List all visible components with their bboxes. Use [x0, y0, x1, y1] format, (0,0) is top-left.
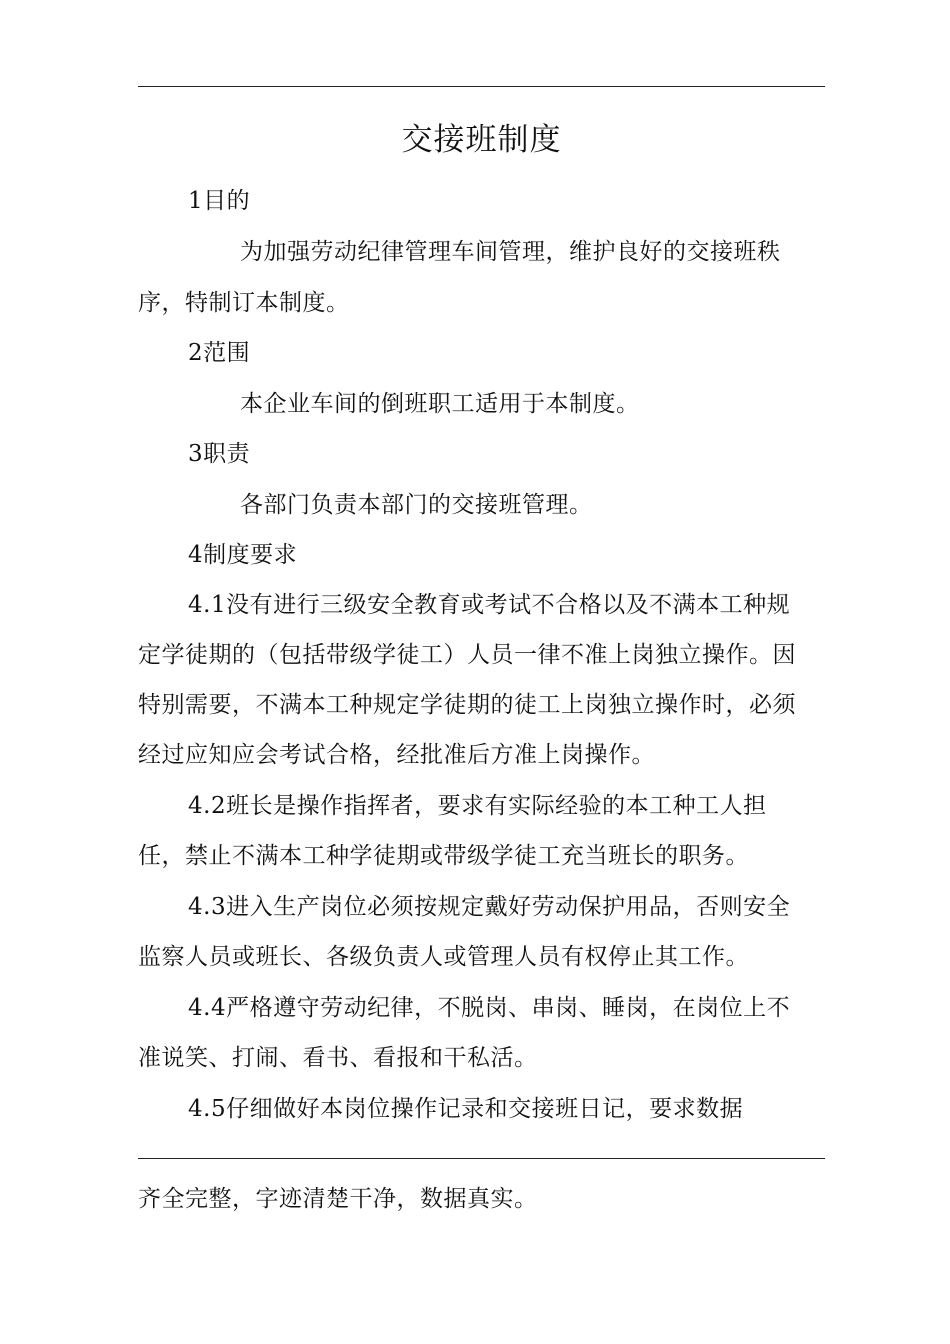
- paragraph-line: 为加强劳动纪律管理车间管理，维护良好的交接班秩: [240, 239, 781, 265]
- paragraph-line: 特别需要，不满本工种规定学徒期的徒工上岗独立操作时，必须: [138, 692, 796, 718]
- section-heading-purpose: 1目的: [188, 188, 251, 214]
- page-title: 交接班制度: [401, 122, 562, 158]
- page-break-rule: [138, 1158, 825, 1159]
- paragraph-line: 4.3进入生产岗位必须按规定戴好劳动保护用品，否则安全: [188, 894, 791, 920]
- paragraph-line: 监察人员或班长、各级负责人或管理人员有权停止其工作。: [138, 944, 749, 970]
- paragraph-line: 4.1没有进行三级安全教育或考试不合格以及不满本工种规: [188, 592, 791, 618]
- paragraph-line: 4.4严格遵守劳动纪律，不脱岗、串岗、睡岗，在岗位上不: [188, 995, 791, 1021]
- paragraph-line: 经过应知应会考试合格，经批准后方准上岗操作。: [138, 742, 655, 768]
- paragraph-line: 序，特制订本制度。: [138, 290, 350, 316]
- paragraph-line: 各部门负责本部门的交接班管理。: [240, 492, 593, 518]
- header-rule: [138, 86, 825, 87]
- section-heading-requirements: 4制度要求: [188, 542, 298, 568]
- paragraph-line: 4.5仔细做好本岗位操作记录和交接班日记，要求数据: [188, 1096, 744, 1122]
- section-heading-duties: 3职责: [188, 441, 251, 467]
- continuation-line: 齐全完整，字迹清楚干净，数据真实。: [138, 1186, 538, 1212]
- paragraph-line: 准说笑、打闹、看书、看报和干私活。: [138, 1045, 538, 1071]
- paragraph-line: 任，禁止不满本工种学徒期或带级学徒工充当班长的职务。: [138, 843, 749, 869]
- paragraph-line: 定学徒期的（包括带级学徒工）人员一律不准上岗独立操作。因: [138, 642, 796, 668]
- paragraph-line: 本企业车间的倒班职工适用于本制度。: [240, 391, 640, 417]
- paragraph-line: 4.2班长是操作指挥者，要求有实际经验的本工种工人担: [188, 793, 767, 819]
- section-heading-scope: 2范围: [188, 340, 251, 366]
